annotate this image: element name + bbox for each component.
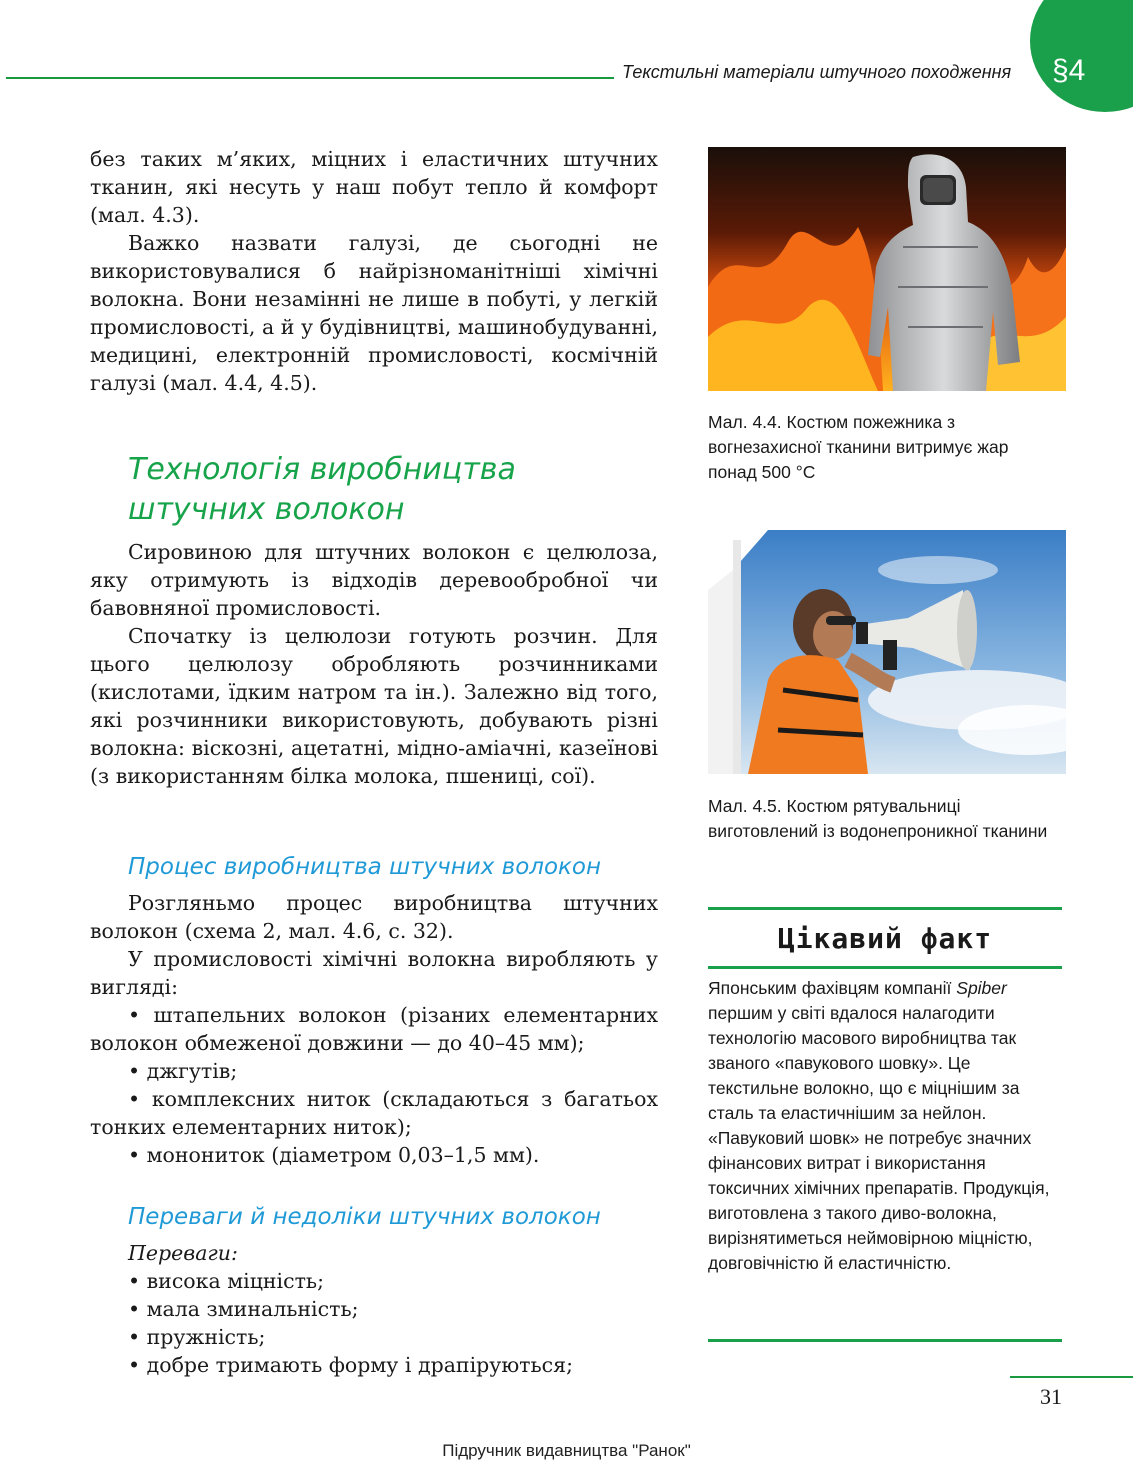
lifeguard-illustration bbox=[708, 530, 1066, 774]
bullet-dot: • bbox=[128, 1059, 147, 1083]
pros-list bbox=[90, 1239, 658, 1379]
bullet-dot: • bbox=[128, 1143, 147, 1167]
fact-top-rule bbox=[708, 907, 1062, 910]
process-paragraph-1: Розгляньмо процес виробництва штучних волокон (схема 2, мал. 4.6, с. 32). bbox=[90, 891, 658, 943]
intro-paragraph-2: Важко назвати галузі, де сьогодні не використовувалися б найрізноманітніші хімічні волокна. Вони незамінні не лише в побуті, у легкій промисловості, а й у будівництві, машинобудуванні, медицині, електронній промисловості, космічній галузі (мал. 4.4, 4.5). bbox=[90, 231, 658, 395]
tech-heading-line-2: штучних волокон bbox=[128, 492, 405, 527]
fact-title: Цікавий факт bbox=[777, 922, 993, 955]
tech-heading-line-1: Технологія виробництва bbox=[128, 452, 516, 487]
fact-text: Японським фахівцям компанії Spiber першим у світі вдалося налагодити технологію масового виробництва так званого «павукового шовку». Це текстильне волокно, що є міцнішим за сталь та еластичнішим за нейлон. «Павуковий шовк» не потребує значних фінансових витрат і використання токсичних хімічних препаратів. Продукція, виготовлена з такого диво-волокна, вирізнятиметься неймовірною міцністю, довговічністю й еластичністю. bbox=[708, 978, 1050, 1273]
fact-bottom-rule bbox=[708, 1339, 1062, 1342]
publisher-footer: Підручник видавництва "Ранок" bbox=[442, 1441, 691, 1460]
pros-heading: Переваги й недоліки штучних волокон bbox=[128, 1204, 601, 1230]
bullet-dot: • bbox=[128, 1087, 152, 1111]
pros-bullet: • висока міцність; bbox=[128, 1269, 324, 1293]
pros-bullet: • добре тримають форму і драпіруються; bbox=[128, 1353, 573, 1377]
tech-paragraph-1: Сировиною для штучних волокон є целюлоза, яку отримують із відходів деревообробної чи бавовняної промисловості. bbox=[90, 540, 658, 620]
process-heading: Процес виробництва штучних волокон bbox=[128, 854, 602, 880]
tech-paragraph-2: Спочатку із целюлози готують розчин. Для цього целюлозу обробляють розчинниками (кислотами, їдким натром та ін.). Залежно від того, які розчинники використовують, добувають різні волокна: віскозні, ацетатні, мідно-аміачні, казеїнові (з використанням білка молока, пшениці, сої). bbox=[90, 624, 658, 788]
section-number: §4 bbox=[1052, 54, 1086, 87]
process-text bbox=[90, 889, 658, 1169]
bullet-dot: • bbox=[128, 1003, 154, 1027]
figure-4-4-caption: Мал. 4.4. Костюм пожежника з вогнезахисної тканини витримує жар понад 500 °С bbox=[708, 412, 1009, 482]
process-bullet: • монониток (діаметром 0,03–1,5 мм). bbox=[128, 1143, 540, 1167]
firefighter-photo bbox=[708, 147, 1066, 391]
pros-bullet: • мала зминальність; bbox=[128, 1297, 359, 1321]
process-paragraph-2: У промисловості хімічні волокна виробляють у вигляді: bbox=[90, 947, 658, 999]
fact-title-rule bbox=[708, 966, 1062, 969]
pros-subheading: Переваги: bbox=[128, 1241, 238, 1265]
tech-heading bbox=[128, 450, 516, 530]
header-rule bbox=[6, 77, 614, 79]
process-bullet: • комплексних ниток (складаються з багатьох тонких елементарних ниток); bbox=[90, 1087, 658, 1139]
page-number-rule bbox=[1010, 1376, 1133, 1378]
process-bullet: • штапельних волокон (різаних елементарних волокон обмеженої довжини — до 40–45 мм); bbox=[90, 1003, 659, 1055]
process-bullet: • джгутів; bbox=[128, 1059, 238, 1083]
pros-bullet: • пружність; bbox=[128, 1325, 266, 1349]
company-name: Spiber bbox=[956, 978, 1007, 998]
tech-text bbox=[90, 538, 658, 790]
running-header: Текстильні матеріали штучного походження bbox=[622, 62, 1012, 82]
page-number: 31 bbox=[1040, 1384, 1062, 1409]
intro-text bbox=[90, 145, 658, 397]
figure-4-5-caption: Мал. 4.5. Костюм рятувальниці виготовлений із водонепроникної тканини bbox=[708, 796, 1048, 841]
intro-paragraph-1: без таких м’яких, міцних і еластичних штучних тканин, які несуть у наш побут тепло й комфорт (мал. 4.3). bbox=[90, 147, 658, 227]
firefighter-illustration bbox=[708, 147, 1066, 391]
lifeguard-photo bbox=[708, 530, 1066, 774]
